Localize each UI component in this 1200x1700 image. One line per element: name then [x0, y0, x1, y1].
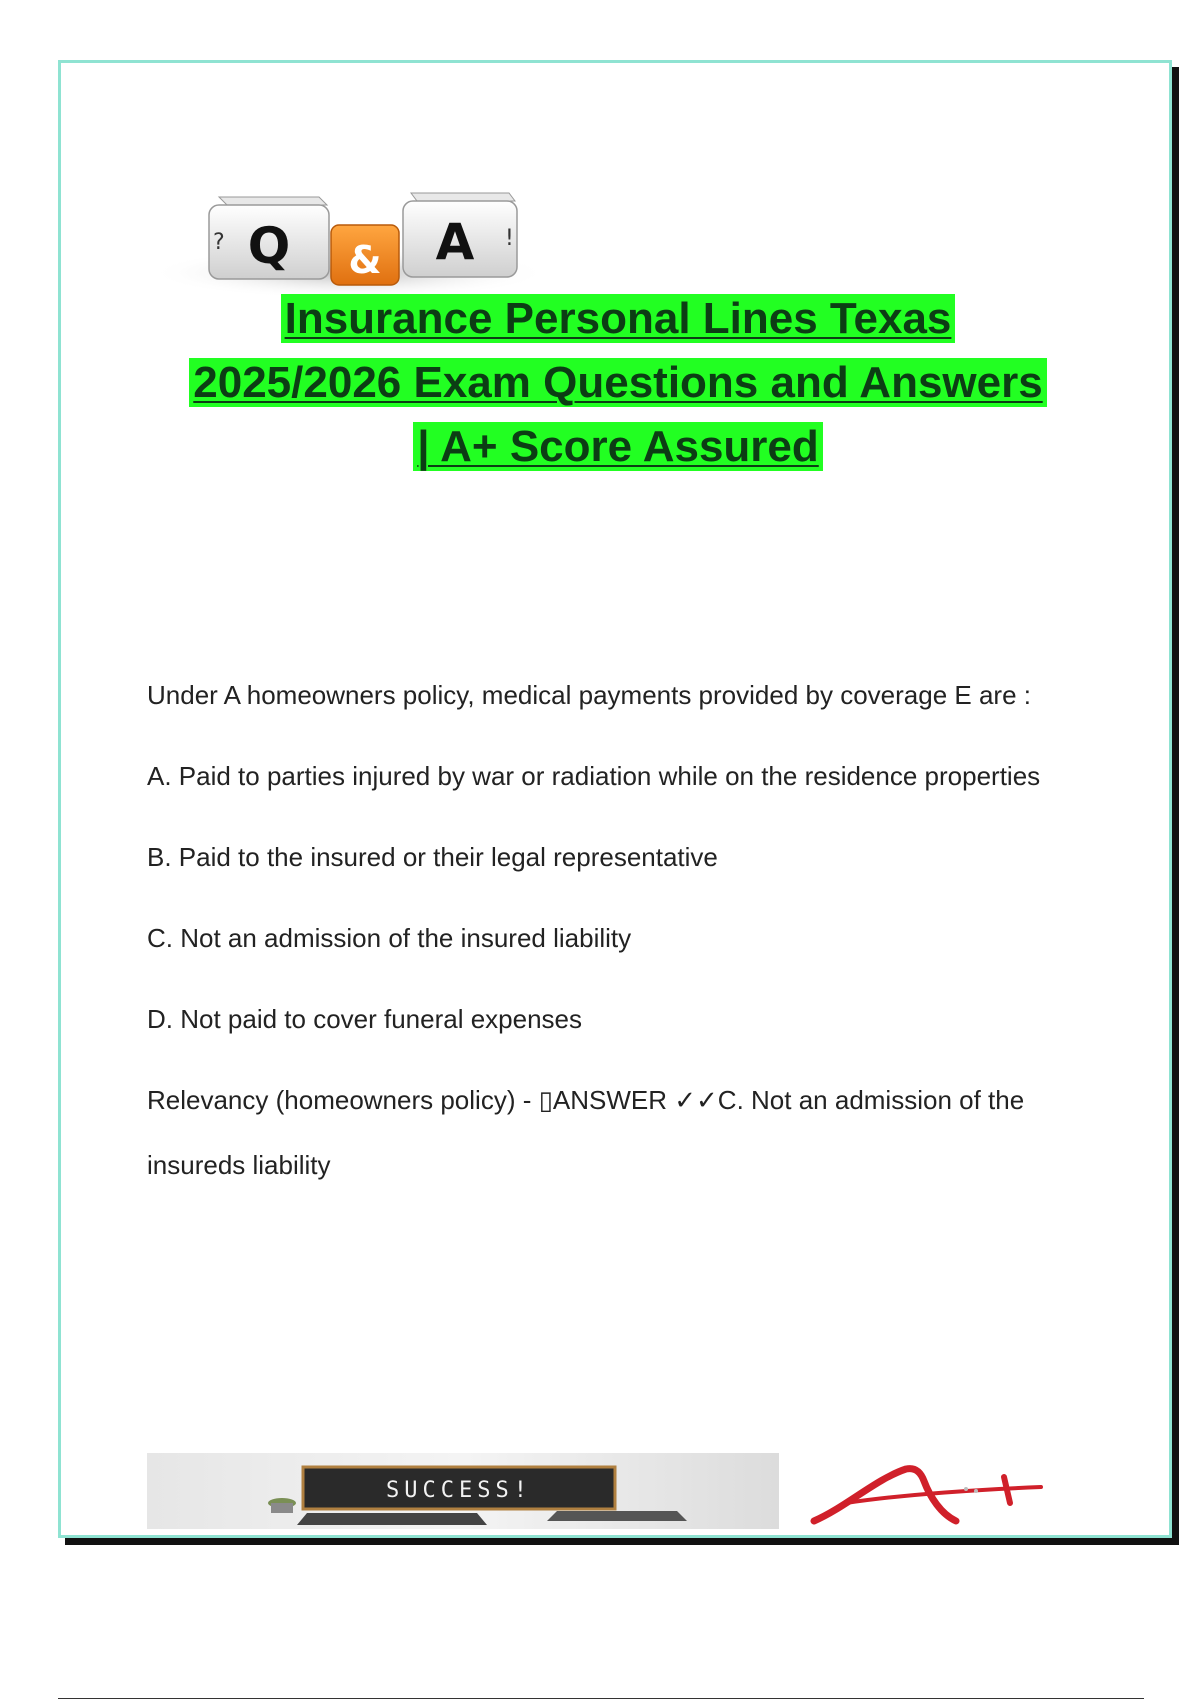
svg-text:SUCCESS!: SUCCESS! — [386, 1478, 532, 1503]
q-die — [209, 197, 329, 279]
option-b: B. Paid to the insured or their legal representative — [147, 842, 718, 872]
title-line-3: | A+ Score Assured — [413, 422, 823, 471]
option-d: D. Not paid to cover funeral expenses — [147, 1004, 583, 1034]
option-a: A. Paid to parties injured by war or radiation while on the residence properties — [147, 761, 1041, 791]
svg-text:?: ? — [213, 230, 225, 255]
ampersand-die — [331, 225, 399, 285]
success-sign-image — [147, 1453, 779, 1529]
svg-text:A: A — [435, 213, 475, 271]
question-block — [147, 663, 1107, 1214]
a-die — [403, 193, 517, 277]
answer-text: Relevancy (homeowners policy) - ▯ANSWER ✓✓C. Not an admission of the insureds liability — [147, 1085, 1025, 1180]
svg-text:&: & — [348, 238, 382, 282]
svg-text:Q: Q — [247, 217, 291, 275]
plant-icon — [268, 1498, 296, 1513]
title-line-1: Insurance Personal Lines Texas — [281, 294, 956, 343]
document-page — [58, 60, 1172, 1538]
option-c: C. Not an admission of the insured liability — [147, 923, 632, 953]
svg-text:!: ! — [505, 226, 514, 251]
title-line-2: 2025/2026 Exam Questions and Answers — [189, 358, 1046, 407]
document-title — [71, 287, 1165, 479]
question-stem: Under A homeowners policy, medical payments provided by coverage E are : — [147, 680, 1031, 710]
a-plus-logo — [806, 1459, 1126, 1539]
bottom-rule — [58, 1698, 1144, 1699]
